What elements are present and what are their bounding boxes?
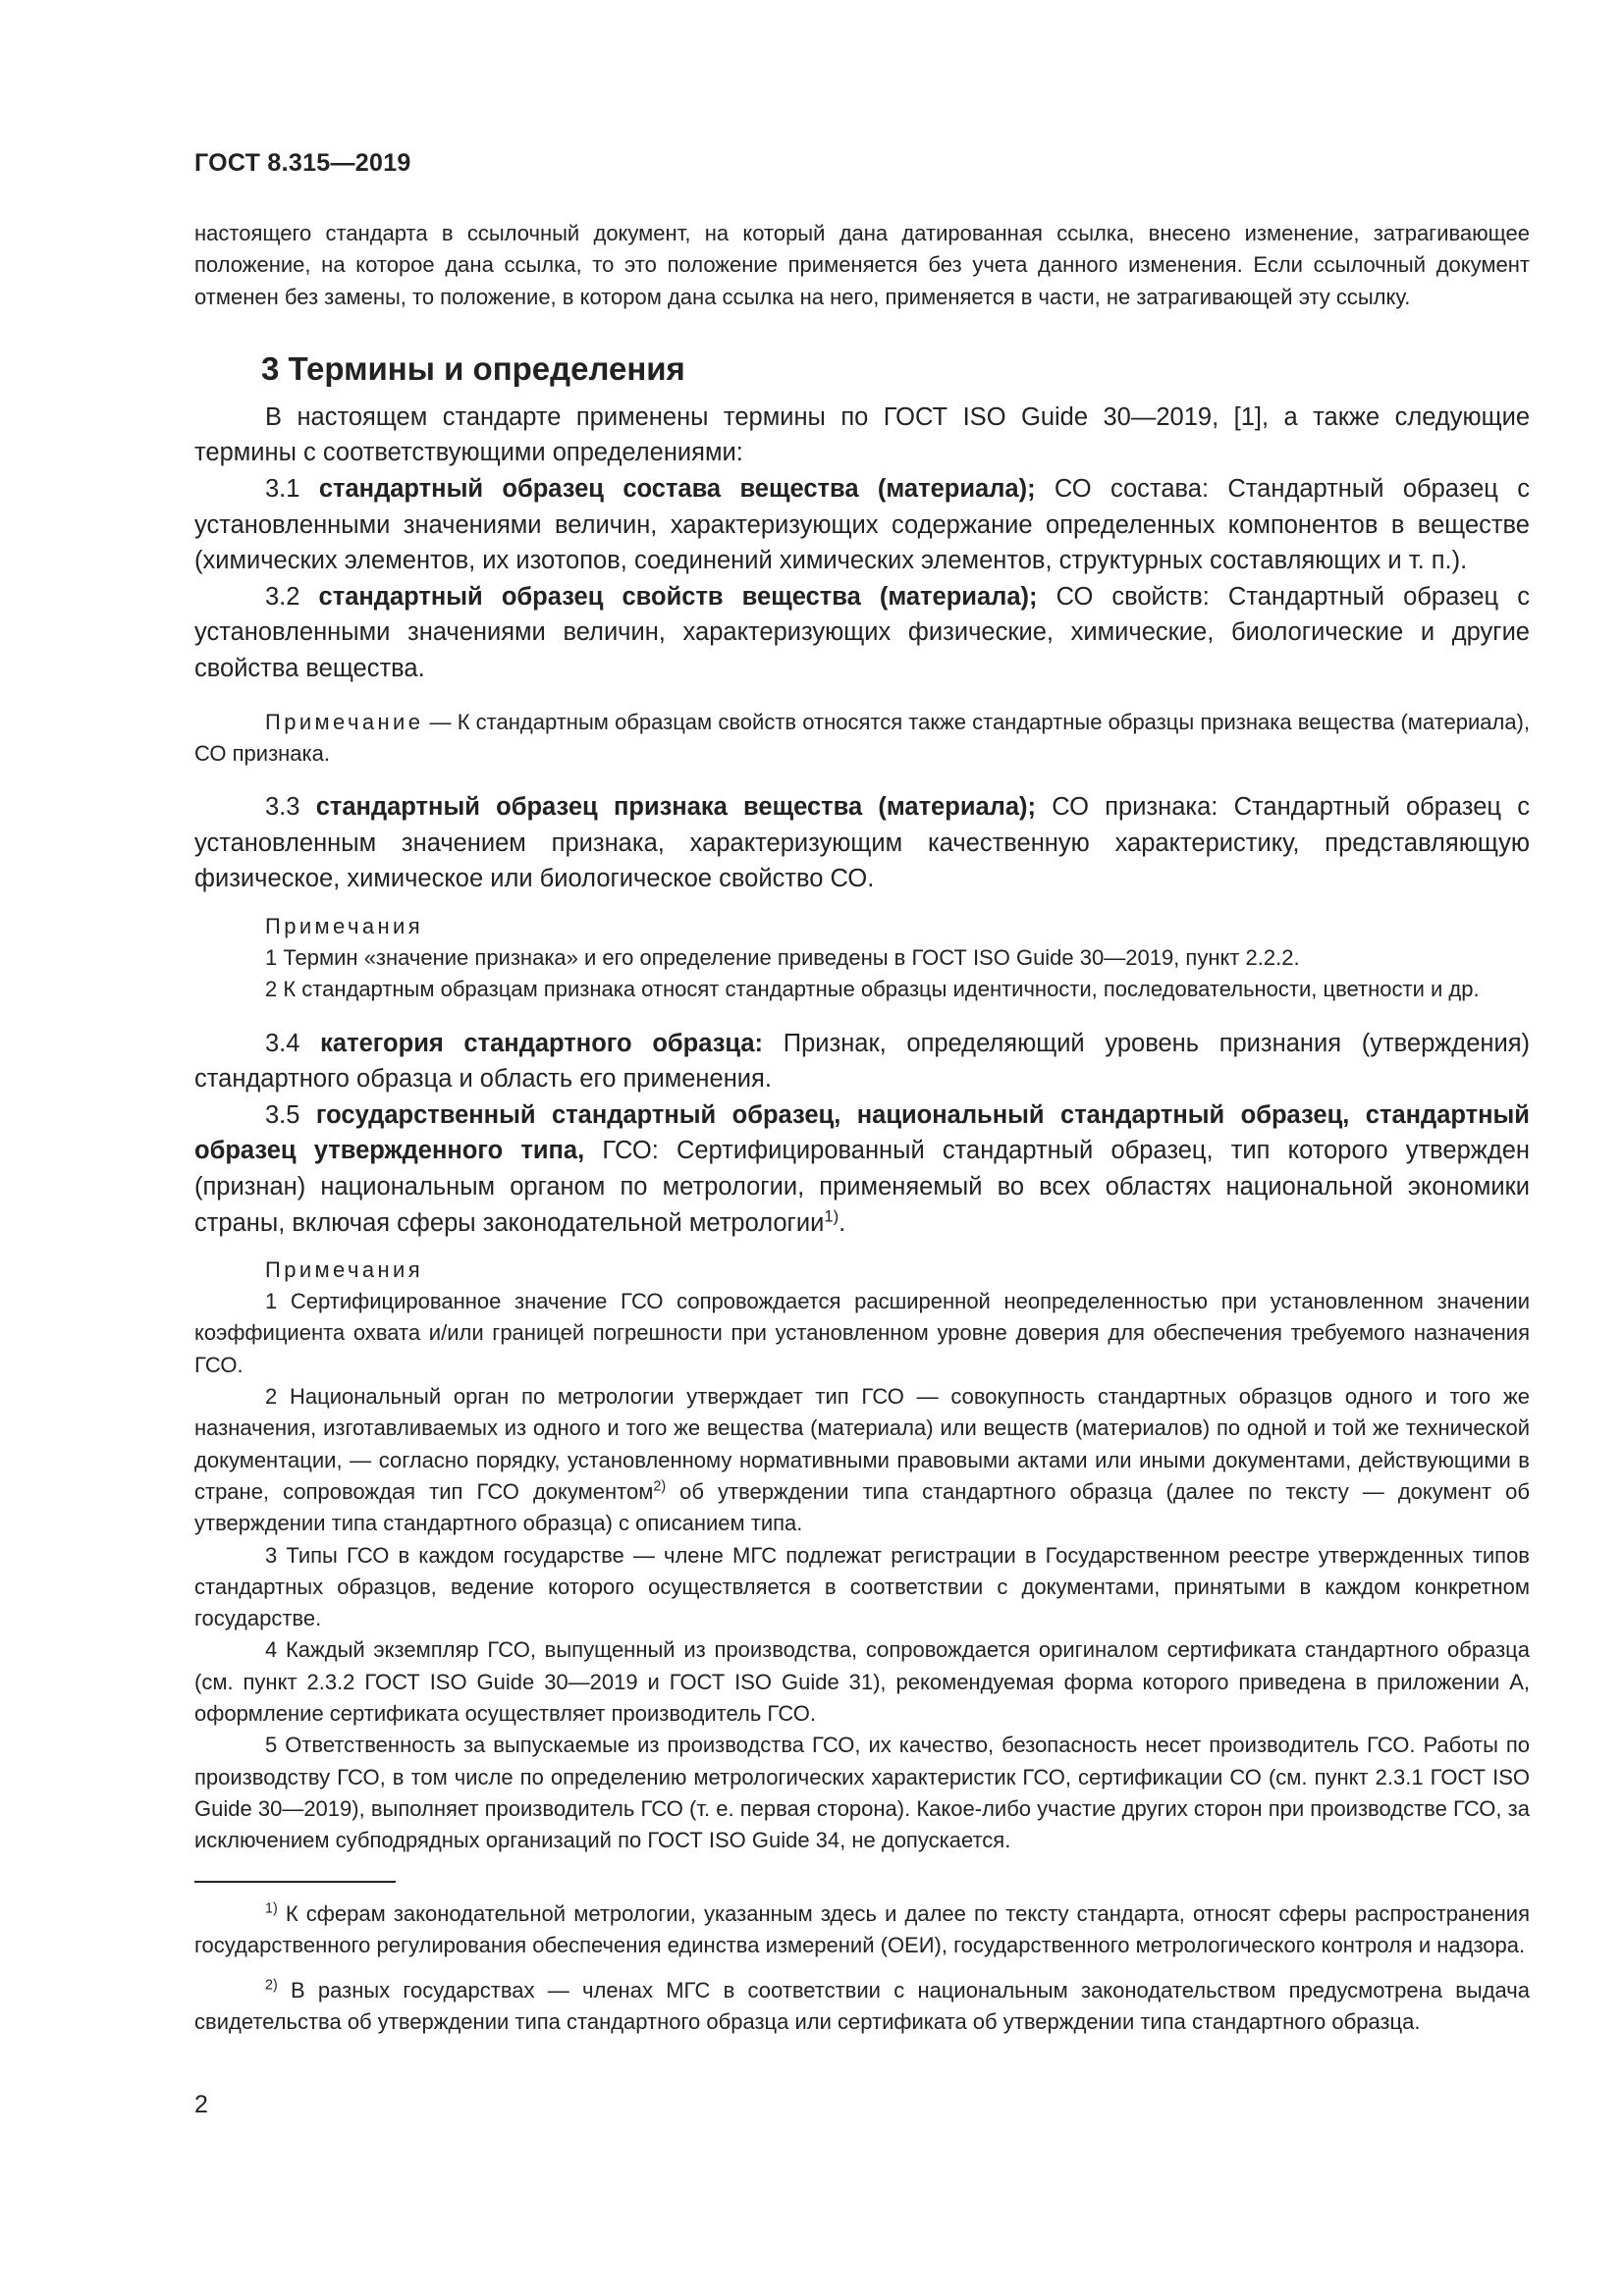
note-3-5-1: 1 Сертифицированное значение ГСО сопровождается расширенной неопределенностью при установленном значении коэффициента охвата и/или границей погрешности при установленном уровне доверия для обеспечения требуемого назначения ГСО.: [194, 1289, 1530, 1377]
footnote-1: $^{1)}$ К сферам законодательной метрологии, указанным здесь и далее по тексту стандарта, относят сферы распространения государственного регулирования обеспечения единства измерений (ОЕИ), государственного метрологического контроля и надзора.: [194, 1900, 1530, 1957]
notes-label: Примечания: [265, 1257, 424, 1283]
note-3-3-2: 2 К стандартным образцам признака относят стандартные образцы идентичности, последовательности, цветности и др.: [265, 977, 1480, 1002]
note-3-2: [194, 707, 1530, 771]
term-number: 3.4: [265, 1029, 321, 1057]
note-label: Примечание: [265, 709, 424, 734]
term-3-5: 3.5 государственный стандартный образец, национальный стандартный образец, стандартный образец утвержденного типа, ГСО: Сертифицированный стандартный образец, тип которого утвержден (признан) национальным органом по метрологии, применяемый во всех областях национальной экономики страны, включая сферы законодательной метрологии$^{1)}$.: [194, 1100, 1530, 1237]
page-number: 2: [194, 2091, 208, 2118]
footnote-ref-1[interactable]: 1): [824, 1206, 839, 1226]
term-name: стандартный образец состава вещества (материала);: [318, 475, 1036, 504]
term-3-2: [194, 579, 1530, 687]
footnote-divider: [194, 1881, 396, 1883]
term-name: государственный стандартный образец, национальный стандартный образец, стандартный образец утвержденного типа,: [194, 1100, 1530, 1165]
intro-paragraph: настоящего стандарта в ссылочный документ, на который дана датированная ссылка, внесено изменение, затрагивающее положение, на которое дана ссылка, то это положение применяется без учета данного изменения. Если ссылочный документ отменен без замены, то положение, в котором дана ссылка на него, применяется в части, не затрагивающей эту ссылку.: [194, 221, 1530, 309]
term-number: 3.5: [265, 1100, 316, 1129]
term-definition: СО состава: Стандартный образец с установленными значениями величин, характеризующих содержание определенных компонентов в веществе (химических элементов, их изотопов, соединений химических элементов, структурных составляющих и т. п.).: [194, 475, 1530, 575]
notes-label: Примечания: [265, 914, 424, 939]
term-definition: СО свойств: Стандартный образец с установленными значениями величин, характеризующих физические, химические, биологические и другие свойства вещества.: [194, 582, 1530, 683]
term-3-4: [194, 1026, 1530, 1097]
note-3-5-4: 4 Каждый экземпляр ГСО, выпущенный из производства, сопровождается оригиналом сертификата стандартного образца (см. пункт 2.3.2 ГОСТ ISO Guide 30—2019 и ГОСТ ISO Guide 31), рекомендуемая форма которого приведена в приложении А, оформление сертификата осуществляет производитель ГСО.: [194, 1637, 1530, 1727]
note-text: — К стандартным образцам свойств относятся также стандартные образцы признака вещества (материала), СО признака.: [194, 709, 1530, 766]
footnote-2: $^{2)}$ В разных государствах — членах МГС в соответствии с национальным законодательством предусмотрена выдача свидетельства об утверждении типа стандартного образца или сертификата об утверждении типа стандартного образца.: [194, 1977, 1530, 2035]
note-3-5-3: 3 Типы ГСО в каждом государстве — члене МГС подлежат регистрации в Государственном реестре утвержденных типов стандартных образцов, ведение которого осуществляется в соответствии с документами, принятыми в каждом конкретном государстве.: [194, 1542, 1530, 1631]
note-3-3-1: 1 Термин «значение признака» и его определение приведены в ГОСТ ISO Guide 30—2019, пункт 2.2.2.: [265, 945, 1300, 971]
footnote-mark: 1): [265, 1900, 278, 1917]
term-definition: ГСО: Сертифицированный стандартный образец, тип которого утвержден (признан) национальным органом по метрологии, применяемый во всех областях национальной экономики страны, включая сферы законодательной метрологии: [194, 1137, 1530, 1237]
term-name: категория стандартного образца:: [320, 1029, 764, 1057]
footnote-mark: 2): [265, 1977, 278, 1994]
term-name: стандартный образец свойств вещества (материала);: [318, 582, 1038, 611]
term-number: 3.3: [265, 793, 316, 822]
term-number: 3.2: [265, 582, 319, 611]
term-3-3: [194, 789, 1530, 897]
term-name: стандартный образец признака вещества (материала);: [315, 793, 1037, 822]
term-number: 3.1: [265, 475, 319, 504]
document-code-header: ГОСТ 8.315—2019: [194, 149, 411, 177]
note-3-5-2: 2 Национальный орган по метрологии утверждает тип ГСО — совокупность стандартных образцов одного и того же назначения, изготавливаемых из одного и того же вещества (материала) или веществ (материалов) по одной и той же технической документации, — согласно порядку, установленному нормативными правовыми актами или иными документами, действующими в стране, сопровождая тип ГСО документом$^{2)}$ об утверждении типа стандартного образца (далее по тексту — документ об утверждении типа стандартного образца) с описанием типа.: [194, 1384, 1530, 1536]
term-definition: Признак, определяющий уровень признания (утверждения) стандартного образца и область его применения.: [194, 1029, 1530, 1094]
term-definition: СО признака: Стандартный образец с установленным значением признака, характеризующим качественную характеристику, представляющую физическое, химическое или биологическое свойство СО.: [194, 793, 1530, 893]
section-lead: В настоящем стандарте применены термины по ГОСТ ISO Guide 30—2019, [1], а также следующие термины с соответствующими определениями:: [194, 402, 1530, 467]
footnote-ref-2[interactable]: 2): [653, 1478, 667, 1495]
term-3-1: [194, 471, 1530, 579]
note-3-5-5: 5 Ответственность за выпускаемые из производства ГСО, их качество, безопасность несет производитель ГСО. Работы по производству ГСО, в том числе по определению метрологических характеристик ГСО, сертификации СО (см. пункт 2.3.1 ГОСТ ISO Guide 30—2019), выполняет производитель ГСО (т. е. первая сторона). Какое-либо участие других сторон при производстве ГСО, за исключением субподрядных организаций по ГОСТ ISO Guide 34, не допускается.: [194, 1733, 1530, 1853]
section-heading: 3 Термины и определения: [261, 349, 685, 387]
page-content: [194, 218, 1530, 2039]
